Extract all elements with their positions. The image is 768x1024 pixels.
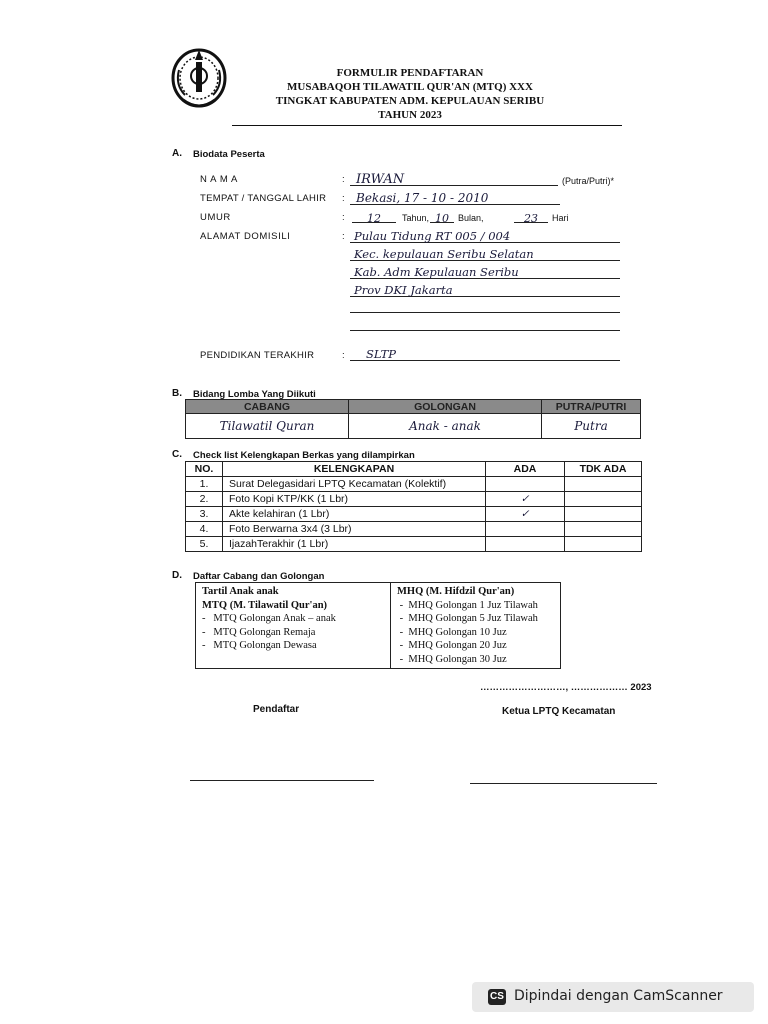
camscanner-logo-icon: CS [488, 989, 506, 1005]
alamat-line-3[interactable] [350, 263, 620, 279]
row-item: Foto Kopi KTP/KK (1 Lbr) [223, 492, 486, 507]
umur-hari-field[interactable] [514, 209, 548, 223]
date-line: ………………………, ……………… 2023 [480, 682, 652, 693]
bullet: - [399, 613, 404, 624]
row-tdk-ada-checkbox[interactable] [565, 492, 642, 507]
bullet: - [202, 640, 206, 651]
table-row [186, 477, 642, 492]
umur-tahun-field[interactable] [352, 209, 396, 223]
umur-bulan-field[interactable] [430, 209, 454, 223]
list-item-label: MHQ Golongan 1 Juz Tilawah [408, 599, 538, 611]
form-title: FORMULIR PENDAFTARAN [336, 67, 484, 79]
ketua-label: Ketua LPTQ Kecamatan [502, 706, 616, 717]
row-tdk-ada-checkbox[interactable] [565, 477, 642, 492]
section-a-title: Biodata Peserta [193, 149, 265, 160]
table-row [186, 537, 642, 552]
camscanner-text: Dipindai dengan CamScanner [514, 988, 723, 1004]
row-no: 4. [186, 522, 223, 537]
ttl-value: Bekasi, 17 - 10 - 2010 [356, 191, 489, 205]
bullet: - [399, 599, 404, 611]
checklist-table [185, 461, 642, 552]
bulan-label: Bulan, [458, 213, 484, 223]
header-cabang: CABANG [186, 400, 349, 414]
row-tdk-ada-checkbox[interactable] [565, 537, 642, 552]
pendidikan-field[interactable] [350, 345, 620, 361]
year-title: TAHUN 2023 [378, 109, 442, 121]
bullet: - [399, 640, 404, 651]
list-item-label: MTQ Golongan Remaja [213, 626, 316, 638]
row-no: 2. [186, 492, 223, 507]
mhq-heading: MHQ (M. Hifdzil Qur'an) [397, 586, 515, 597]
umur-hari-value: 23 [524, 212, 538, 225]
golongan-cell[interactable] [349, 414, 542, 439]
row-item: IjazahTerakhir (1 Lbr) [223, 537, 486, 552]
list-item [202, 612, 384, 626]
list-item-label: MHQ Golongan 20 Juz [408, 640, 507, 651]
colon: : [342, 350, 346, 361]
table-header-row [186, 400, 641, 414]
section-d-marker: D. [172, 570, 182, 581]
row-item: Foto Berwarna 3x4 (3 Lbr) [223, 522, 486, 537]
putra-putri-cell[interactable] [542, 414, 641, 439]
pendidikan-value: SLTP [366, 347, 396, 361]
table-row [186, 522, 642, 537]
row-ada-checkbox[interactable] [486, 537, 565, 552]
row-ada-checkbox[interactable] [486, 477, 565, 492]
list-item [202, 626, 384, 640]
section-c-marker: C. [172, 449, 182, 460]
gender-note: (Putra/Putri)* [562, 176, 615, 186]
pendaftar-label: Pendaftar [253, 704, 300, 715]
pendaftar-signature-line[interactable] [190, 780, 374, 781]
cabang-value: Tilawatil Quran [219, 419, 315, 433]
putra-putri-value: Putra [574, 419, 608, 433]
row-tdk-ada-checkbox[interactable] [565, 507, 642, 522]
list-item [397, 612, 554, 626]
alamat-value-2: Kec. kepulauan Seribu Selatan [354, 247, 534, 261]
level-title: TINGKAT KABUPATEN ADM. KEPULAUAN SERIBU [275, 95, 545, 107]
header-kelengkapan: KELENGKAPAN [223, 462, 486, 477]
table-row [186, 492, 642, 507]
row-item: Akte kelahiran (1 Lbr) [223, 507, 486, 522]
list-item [397, 639, 554, 653]
header-golongan: GOLONGAN [349, 400, 542, 414]
row-ada-checkbox[interactable]: ✓ [486, 507, 565, 522]
table-header-row [186, 462, 642, 477]
alamat-label: ALAMAT DOMISILI [200, 231, 291, 242]
row-no: 5. [186, 537, 223, 552]
section-b-title: Bidang Lomba Yang Diikuti [193, 389, 316, 400]
golongan-value: Anak - anak [409, 419, 481, 433]
nama-label: N A M A [200, 174, 238, 185]
ketua-signature-line[interactable] [470, 783, 657, 784]
bullet: - [202, 626, 206, 638]
row-ada-checkbox[interactable]: ✓ [486, 492, 565, 507]
alamat-value-1: Pulau Tidung RT 005 / 004 [354, 229, 511, 243]
list-item-label: MHQ Golongan 5 Juz Tilawah [408, 613, 538, 624]
row-ada-checkbox[interactable] [486, 522, 565, 537]
ttl-label: TEMPAT / TANGGAL LAHIR [200, 193, 327, 204]
colon: : [342, 174, 346, 185]
alamat-line-6[interactable] [350, 316, 620, 331]
tahun-label: Tahun, [402, 213, 430, 223]
alamat-line-2[interactable] [350, 245, 620, 261]
ttl-field[interactable] [350, 189, 560, 205]
regency-emblem-logo [165, 40, 233, 112]
list-item-label: MTQ Golongan Anak – anak [213, 613, 336, 624]
event-title: MUSABAQOH TILAWATIL QUR'AN (MTQ) XXX [287, 81, 533, 93]
mtq-heading: MTQ (M. Tilawatil Qur'an) [202, 599, 328, 611]
colon: : [342, 193, 346, 204]
mhq-column [391, 583, 561, 669]
tartil-heading: Tartil Anak anak [202, 586, 279, 597]
bullet: - [202, 613, 206, 624]
list-item [397, 653, 554, 667]
cabang-golongan-table [195, 582, 561, 669]
alamat-value-3: Kab. Adm Kepulauan Seribu [354, 265, 519, 279]
header-ada: ADA [486, 462, 565, 477]
section-a-marker: A. [172, 148, 182, 159]
alamat-line-4[interactable] [350, 281, 620, 297]
bullet: - [399, 653, 404, 665]
header-no: NO. [186, 462, 223, 477]
list-item-label: MHQ Golongan 10 Juz [408, 626, 507, 638]
alamat-value-4: Prov DKI Jakarta [354, 283, 453, 297]
list-item [202, 639, 384, 653]
row-no: 1. [186, 477, 223, 492]
hari-label: Hari [552, 213, 569, 223]
alamat-line-1[interactable] [350, 227, 620, 243]
list-item [397, 599, 554, 613]
cabang-cell[interactable] [186, 414, 349, 439]
section-d-title: Daftar Cabang dan Golongan [193, 571, 325, 582]
umur-bulan-value: 10 [435, 212, 449, 225]
camscanner-watermark [472, 982, 754, 1012]
row-tdk-ada-checkbox[interactable] [565, 522, 642, 537]
bullet: - [399, 626, 404, 638]
alamat-line-5[interactable] [350, 298, 620, 313]
list-item-label: MHQ Golongan 30 Juz [408, 653, 507, 665]
bidang-lomba-table [185, 399, 641, 439]
nama-field[interactable] [350, 170, 558, 186]
section-b-marker: B. [172, 388, 182, 399]
header-rule [232, 125, 622, 126]
list-item-label: MTQ Golongan Dewasa [213, 640, 317, 651]
section-c-title: Check list Kelengkapan Berkas yang dilampirkan [193, 450, 415, 461]
header-tdk-ada: TDK ADA [565, 462, 642, 477]
nama-value: IRWAN [356, 172, 405, 187]
row-item: Surat Delegasidari LPTQ Kecamatan (Kolektif) [223, 477, 486, 492]
pendidikan-label: PENDIDIKAN TERAKHIR [200, 350, 315, 361]
umur-label: UMUR [200, 212, 231, 223]
list-item [397, 626, 554, 640]
row-no: 3. [186, 507, 223, 522]
umur-tahun-value: 12 [367, 212, 381, 225]
header-putra-putri: PUTRA/PUTRI [542, 400, 641, 414]
table-row [186, 414, 641, 439]
table-row [186, 507, 642, 522]
mtq-column [196, 583, 391, 669]
colon: : [342, 212, 346, 223]
colon: : [342, 231, 346, 242]
